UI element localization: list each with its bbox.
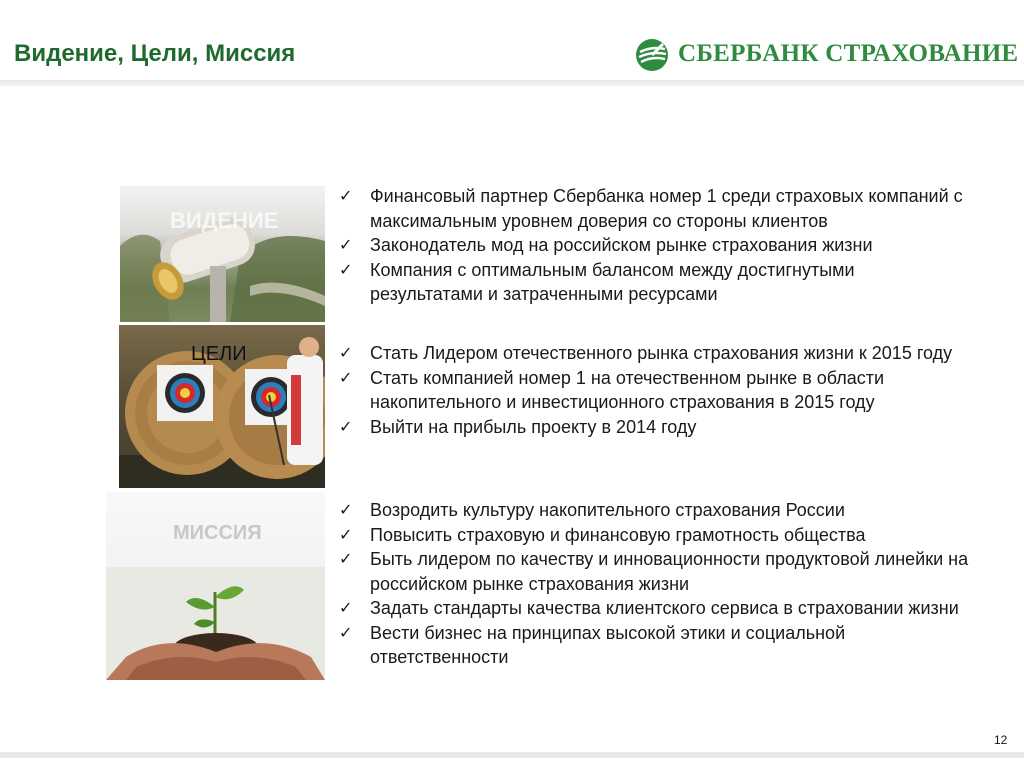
list-item: ✓ Повысить страховую и финансовую грамотность общества <box>339 523 969 548</box>
mission-list <box>339 498 969 670</box>
list-item: ✓ Возродить культуру накопительного страхования России <box>339 498 969 523</box>
sberbank-logo <box>634 38 1019 72</box>
checkmark-icon: ✓ <box>339 500 353 519</box>
mission-image <box>106 492 325 680</box>
checkmark-icon: ✓ <box>339 259 353 279</box>
checkmark-icon: ✓ <box>339 549 353 568</box>
list-item: ✓ Стать компанией номер 1 на отечественном рынке в области накопительного и инвестиционного страхования в 2015 году <box>339 367 885 412</box>
list-item: ✓ Выйти на прибыль проекту в 2014 году <box>339 415 969 440</box>
checkmark-icon: ✓ <box>339 524 353 544</box>
telescope-illustration <box>120 186 325 322</box>
list-item: ✓ Задать стандарты качества клиентского сервиса в страховании жизни <box>339 596 969 621</box>
checkmark-icon: ✓ <box>339 186 353 205</box>
title-underline <box>0 80 1024 86</box>
mission-label: МИССИЯ <box>173 522 262 544</box>
list-item: ✓ Компания с оптимальным балансом между достигнутыми результатами и затраченными ресурсами <box>339 259 855 304</box>
page-title: Видение, Цели, Миссия <box>14 40 296 67</box>
checkmark-icon: ✓ <box>339 367 353 387</box>
footer-divider <box>0 752 1024 758</box>
goals-label: ЦЕЛИ <box>191 343 247 365</box>
checkmark-icon: ✓ <box>339 343 353 362</box>
vision-list <box>339 184 969 307</box>
checkmark-icon: ✓ <box>339 622 353 642</box>
list-item: ✓ Быть лидером по качеству и инновационности продуктовой линейки на российском рынке страхования жизни <box>339 549 969 594</box>
vision-label: ВИДЕНИЕ <box>170 208 279 233</box>
checkmark-icon: ✓ <box>339 598 353 617</box>
sberbank-emblem-icon <box>634 38 670 72</box>
list-item: ✓ Законодатель мод на российском рынке страхования жизни <box>339 233 969 258</box>
list-item: ✓ Стать Лидером отечественного рынка страхования жизни к 2015 году <box>339 341 969 366</box>
list-item: ✓ Вести бизнес на принципах высокой этики и социальной ответственности <box>339 622 846 667</box>
goals-list <box>339 341 969 439</box>
list-item: ✓ Финансовый партнер Сбербанка номер 1 среди страховых компаний с максимальным уровнем доверия со стороны клиентов <box>339 186 963 231</box>
page-number: 12 <box>994 733 1008 747</box>
checkmark-icon: ✓ <box>339 416 353 436</box>
logo-text: СБЕРБАНК СТРАХОВАНИЕ <box>678 40 1019 67</box>
vision-image <box>120 186 325 322</box>
goals-image <box>119 325 325 488</box>
seedling-in-hands-illustration <box>106 492 325 680</box>
checkmark-icon: ✓ <box>339 235 353 254</box>
